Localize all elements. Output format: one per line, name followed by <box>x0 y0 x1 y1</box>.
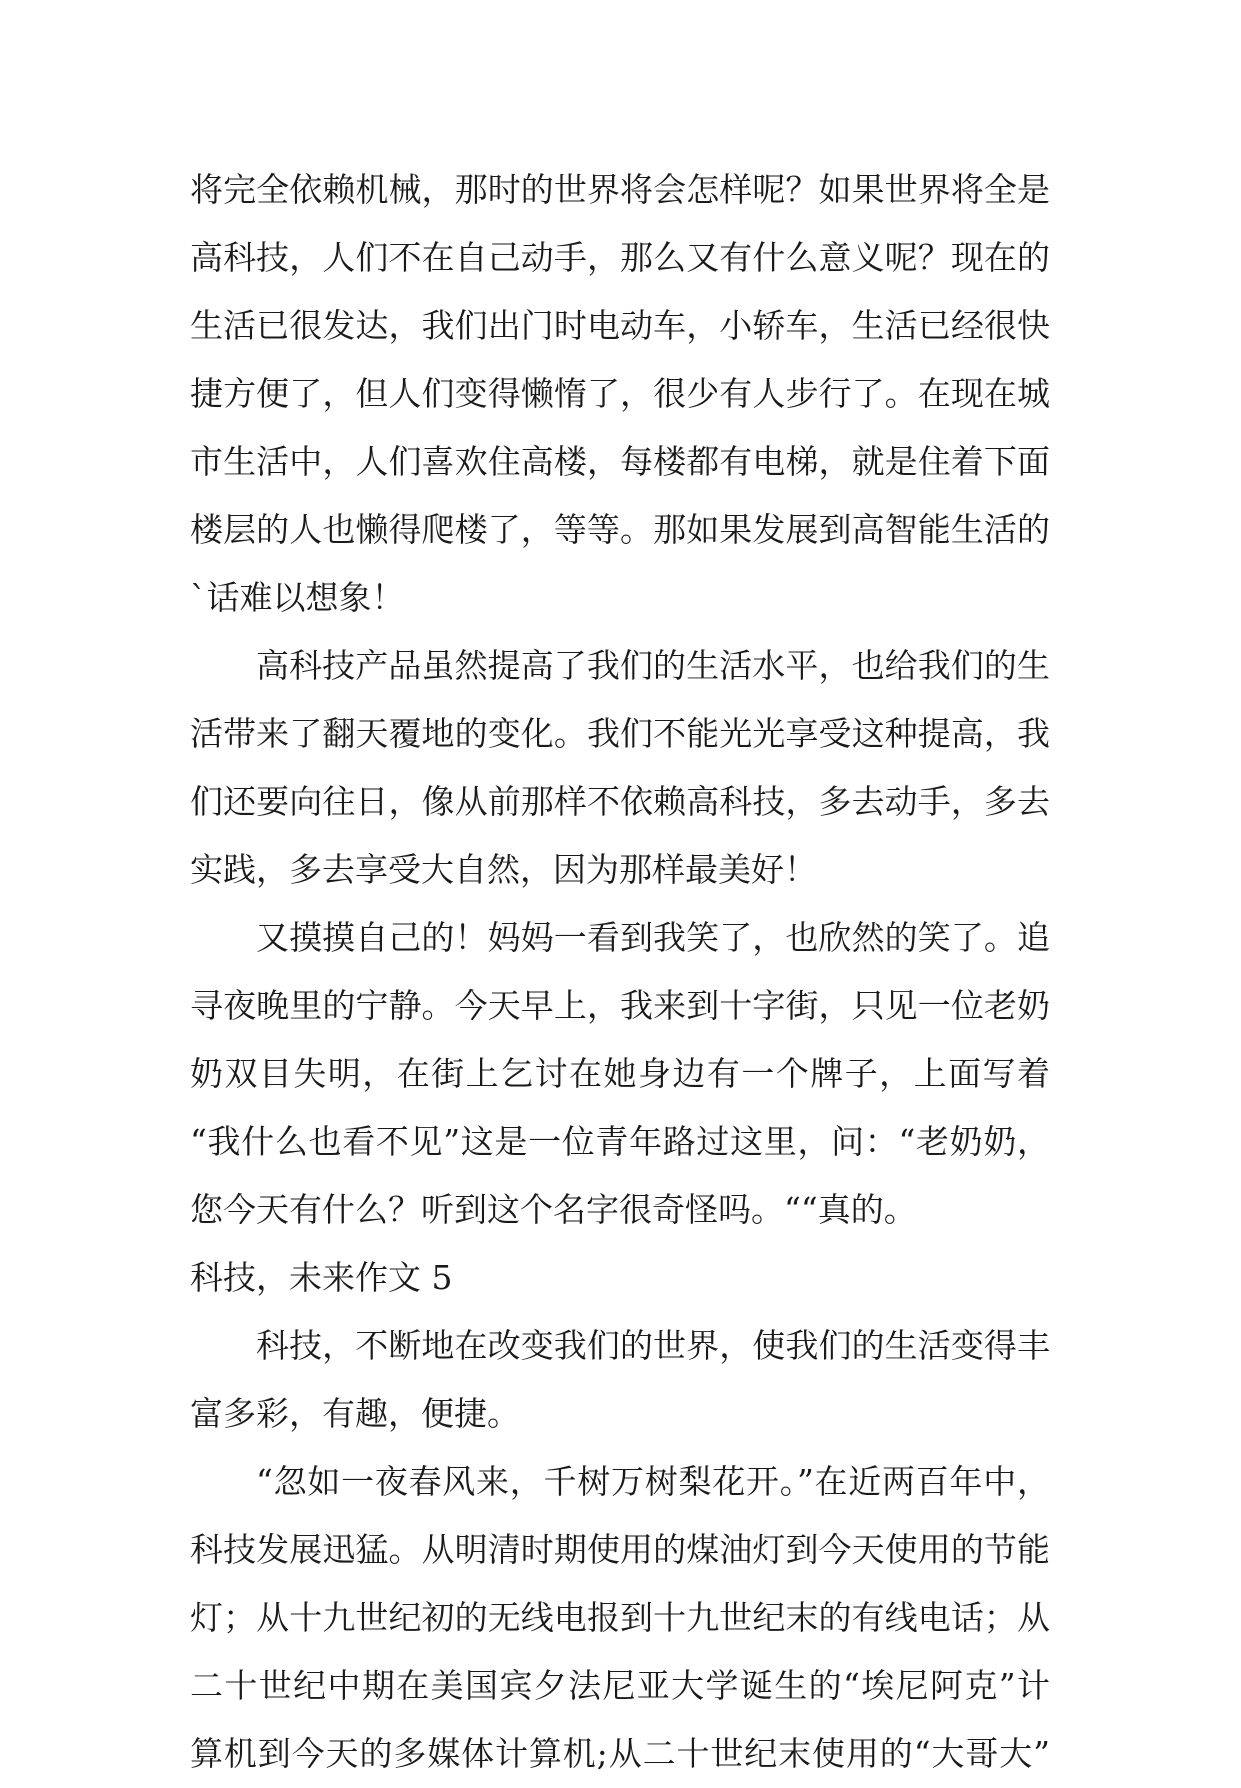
text-line: 灯；从十九世纪初的无线电报到十九世纪末的有线电话；从 <box>190 1598 1050 1637</box>
text-line: 富多彩，有趣，便捷。 <box>190 1394 520 1433</box>
text-line: 活带来了翻天覆地的变化。我们不能光光享受这种提高，我 <box>190 714 1050 753</box>
text-line: 二十世纪中期在美国宾夕法尼亚大学诞生的“埃尼阿克”计 <box>190 1666 1050 1705</box>
text-line: “我什么也看不见”这是一位青年路过这里，问：“老奶奶， <box>190 1122 1050 1161</box>
section-heading: 科技，未来作文 5 <box>190 1258 453 1297</box>
document-body <box>190 156 1050 1788</box>
paragraph-first-line: “忽如一夜春风来，千树万树梨花开。”在近两百年中， <box>256 1462 1050 1501</box>
text-line: 市生活中，人们喜欢住高楼，每楼都有电梯，就是住着下面 <box>190 442 1050 481</box>
text-line: 奶双目失明，在街上乞讨在她身边有一个牌子，上面写着 <box>190 1054 1050 1093</box>
text-line: 高科技，人们不在自己动手，那么又有什么意义呢？现在的 <box>190 238 1050 277</box>
text-line: 科技发展迅猛。从明清时期使用的煤油灯到今天使用的节能 <box>190 1530 1050 1569</box>
text-line: 寻夜晚里的宁静。今天早上，我来到十字街，只见一位老奶 <box>190 986 1050 1025</box>
text-line: 将完全依赖机械，那时的世界将会怎样呢？如果世界将全是 <box>190 170 1050 209</box>
paragraph-first-line: 又摸摸自己的！妈妈一看到我笑了，也欣然的笑了。追 <box>256 918 1050 957</box>
text-line: 您今天有什么？听到这个名字很奇怪吗。““真的。 <box>190 1190 917 1229</box>
text-line: `话难以想象！ <box>190 578 405 617</box>
text-line: 算机到今天的多媒体计算机;从二十世纪末使用的“大哥大” <box>190 1734 1050 1773</box>
paragraph-first-line: 高科技产品虽然提高了我们的生活水平，也给我们的生 <box>256 646 1050 685</box>
text-line: 实践，多去享受大自然，因为那样最美好！ <box>190 850 817 889</box>
text-line: 们还要向往日，像从前那样不依赖高科技，多去动手，多去 <box>190 782 1050 821</box>
text-line: 捷方便了，但人们变得懒惰了，很少有人步行了。在现在城 <box>190 374 1050 413</box>
text-line: 生活已很发达，我们出门时电动车，小轿车，生活已经很快 <box>190 306 1050 345</box>
text-line: 楼层的人也懒得爬楼了，等等。那如果发展到高智能生活的 <box>190 510 1050 549</box>
paragraph-first-line: 科技，不断地在改变我们的世界，使我们的生活变得丰 <box>256 1326 1050 1365</box>
